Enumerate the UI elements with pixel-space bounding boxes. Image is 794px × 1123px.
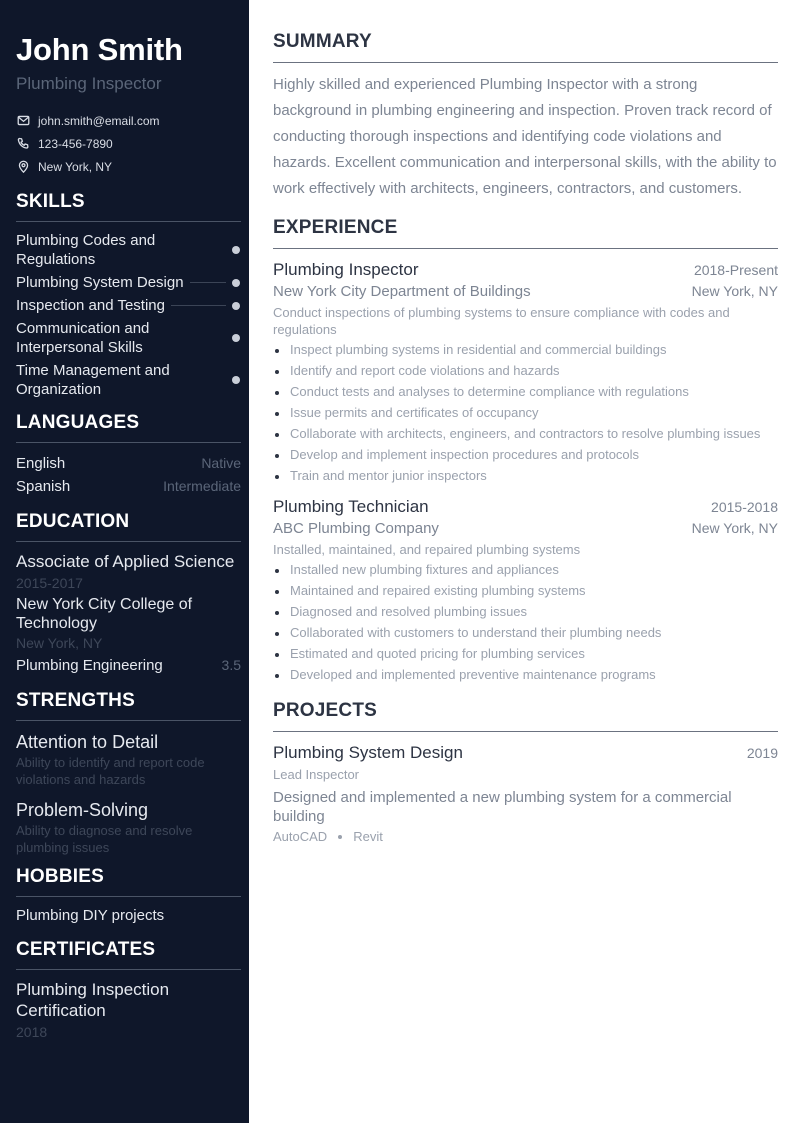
strengths-heading: STRENGTHS	[16, 690, 241, 721]
contact-phone[interactable]	[16, 132, 241, 155]
skill-label: Inspection and Testing	[16, 297, 165, 314]
certificate-date: 2018	[16, 1024, 48, 1040]
education-entry	[16, 551, 241, 677]
contact-location	[16, 155, 241, 178]
project-role: Lead Inspector	[273, 767, 360, 782]
education-field-row	[16, 654, 241, 677]
job-bullet: Collaborated with customers to understand their plumbing needs	[273, 624, 778, 641]
project-date: 2019	[746, 745, 778, 761]
job-bullet: Estimated and quoted pricing for plumbing services	[273, 645, 778, 662]
skill-item	[16, 296, 241, 315]
education-location: New York, NY	[16, 635, 103, 651]
language-item	[16, 475, 241, 498]
skill-dot	[232, 334, 240, 342]
strength-desc: Ability to diagnose and resolve plumbing issues	[16, 823, 193, 855]
skill-item	[16, 273, 241, 292]
job-bullet: Issue permits and certificates of occupancy	[273, 404, 778, 421]
contact-email[interactable]	[16, 109, 241, 132]
education-heading: EDUCATION	[16, 511, 241, 542]
languages-list	[16, 452, 241, 498]
project-title: Plumbing System Design	[273, 743, 463, 762]
skill-label: Plumbing Codes and Regulations	[16, 232, 156, 268]
main-content	[273, 30, 778, 844]
certificates-list	[16, 979, 241, 1043]
skill-dot	[232, 302, 240, 310]
strength-desc: Ability to identify and report code violations and hazards	[16, 755, 205, 787]
skill-connector	[171, 305, 226, 306]
job-bullet: Train and mentor junior inspectors	[273, 467, 778, 484]
envelope-icon	[16, 114, 30, 128]
education-field: Plumbing Engineering	[16, 657, 163, 674]
job-location: New York, NY	[691, 283, 778, 299]
job-bullet: Diagnosed and resolved plumbing issues	[273, 603, 778, 620]
education-dates: 2015-2017	[16, 575, 83, 591]
job-company: New York City Department of Buildings	[273, 283, 531, 300]
job-bullet: Installed new plumbing fixtures and appliances	[273, 561, 778, 578]
languages-heading: LANGUAGES	[16, 412, 241, 443]
job-bullet: Conduct tests and analyses to determine compliance with regulations	[273, 383, 778, 400]
job-entry	[273, 259, 778, 484]
job-dates: 2018-Present	[693, 262, 778, 278]
candidate-name: John Smith	[16, 32, 183, 67]
experience-heading: EXPERIENCE	[273, 216, 778, 249]
contact-list	[16, 109, 241, 178]
skill-dot	[232, 279, 240, 287]
job-description: Conduct inspections of plumbing systems to ensure compliance with codes and regulations	[273, 305, 730, 337]
job-company-row	[273, 518, 778, 540]
job-bullet: Maintained and repaired existing plumbing systems	[273, 582, 778, 599]
hobbies-list	[16, 906, 241, 926]
certificate-title: Plumbing Inspection Certification	[16, 980, 170, 1020]
education-school: New York City College of Technology	[16, 596, 193, 632]
tool-separator	[338, 835, 342, 839]
project-tools	[273, 829, 778, 844]
project-description: Designed and implemented a new plumbing system for a commercial building	[273, 789, 732, 825]
skill-dot	[232, 246, 240, 254]
skill-dot	[232, 376, 240, 384]
phone-icon	[16, 137, 30, 151]
project-entry	[273, 742, 778, 844]
job-bullet: Developed and implemented preventive maintenance programs	[273, 666, 778, 683]
job-bullets	[273, 341, 778, 484]
project-tool: AutoCAD	[273, 829, 328, 844]
job-description: Installed, maintained, and repaired plumbing systems	[273, 542, 581, 557]
job-bullet: Develop and implement inspection procedures and protocols	[273, 446, 778, 463]
skill-item	[16, 361, 241, 399]
language-name: English	[16, 455, 66, 472]
language-level: Intermediate	[163, 478, 241, 494]
strength-title: Attention to Detail	[16, 732, 159, 752]
location-text: New York, NY	[38, 159, 113, 174]
hobbies-heading: HOBBIES	[16, 866, 241, 897]
candidate-role: Plumbing Inspector	[16, 74, 162, 93]
location-pin-icon	[16, 160, 30, 174]
skill-item	[16, 319, 241, 357]
job-location: New York, NY	[691, 520, 778, 536]
job-bullet: Identify and report code violations and hazards	[273, 362, 778, 379]
skill-label: Communication and Interpersonal Skills	[16, 320, 150, 356]
job-bullets	[273, 561, 778, 683]
summary-heading: SUMMARY	[273, 30, 778, 63]
skill-connector	[194, 338, 226, 339]
projects-heading: PROJECTS	[273, 699, 778, 732]
education-degree: Associate of Applied Science	[16, 552, 235, 571]
skills-heading: SKILLS	[16, 191, 241, 222]
job-entry	[273, 496, 778, 683]
job-bullet: Collaborate with architects, engineers, and contractors to resolve plumbing issues	[273, 425, 778, 442]
skill-label: Plumbing System Design	[16, 274, 184, 291]
skill-label: Time Management and Organization	[16, 362, 170, 398]
sidebar	[0, 0, 249, 1123]
language-item	[16, 452, 241, 475]
education-gpa: 3.5	[221, 657, 241, 673]
skill-connector	[194, 380, 226, 381]
job-title: Plumbing Technician	[273, 497, 429, 516]
language-level: Native	[201, 455, 241, 471]
job-header	[273, 259, 778, 281]
project-header	[273, 742, 778, 764]
job-company: ABC Plumbing Company	[273, 520, 439, 537]
language-name: Spanish	[16, 478, 71, 495]
strength-title: Problem-Solving	[16, 800, 149, 820]
strengths-list	[16, 730, 241, 856]
job-dates: 2015-2018	[711, 499, 778, 515]
project-tool: Revit	[353, 829, 383, 844]
email-text: john.smith@email.com	[38, 113, 160, 128]
job-company-row	[273, 281, 778, 303]
skill-item	[16, 231, 241, 269]
job-title: Plumbing Inspector	[273, 260, 419, 279]
skill-connector	[190, 282, 226, 283]
job-bullet: Inspect plumbing systems in residential and commercial buildings	[273, 341, 778, 358]
certificates-heading: CERTIFICATES	[16, 939, 241, 970]
summary-text: Highly skilled and experienced Plumbing Inspector with a strong background in plumbing engineering and inspection. Proven track record of conducting thorough inspections and identifying code violations and hazards. Excellent communication and interpersonal skills, with the ability to work effectively with architects, engineers, contractors, and customers.	[273, 76, 777, 197]
phone-text: 123-456-7890	[38, 136, 113, 151]
skills-list	[16, 231, 241, 399]
hobby-item: Plumbing DIY projects	[16, 907, 165, 924]
job-header	[273, 496, 778, 518]
skill-connector	[194, 250, 226, 251]
